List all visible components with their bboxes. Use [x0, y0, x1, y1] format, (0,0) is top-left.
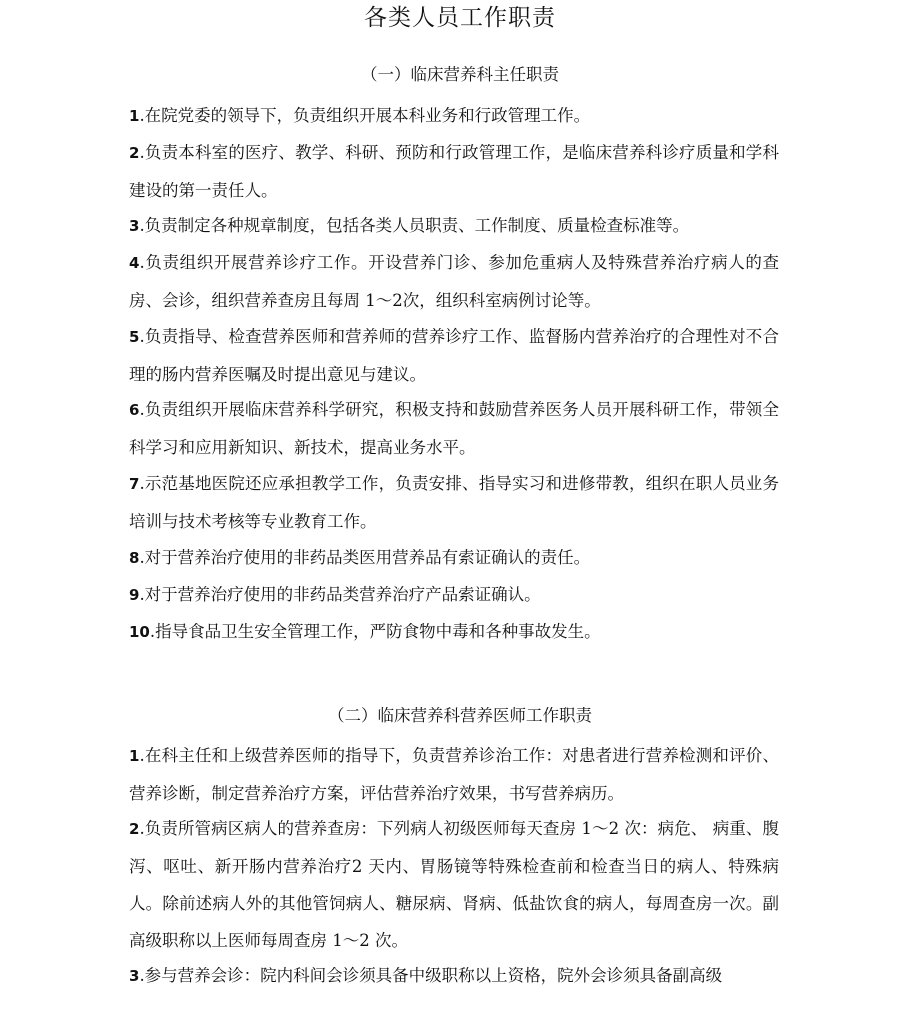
section-heading-2: （二）临床营养科营养医师工作职责: [328, 706, 592, 725]
list-item: 2.负责本科室的医疗、教学、科研、预防和行政管理工作，是临床营养科诊疗质量和学科建设的第一责任人。: [129, 143, 779, 200]
section-heading-1: （一）临床营养科主任职责: [361, 65, 559, 84]
list-item: 3.负责制定各种规章制度，包括各类人员职责、工作制度、质量检查标准等。: [129, 216, 690, 235]
list-item: 4.负责组织开展营养诊疗工作。开设营养门诊、参加危重病人及特殊营养治疗病人的查房、会诊，组织营养查房且每周 1〜2次，组织科室病例讨论等。: [129, 253, 779, 310]
list-item: 1.在院党委的领导下，负责组织开展本科业务和行政管理工作。: [129, 106, 591, 125]
list-item: 2.负责所管病区病人的营养查房：下列病人初级医师每天查房 1〜2 次：病危、 病重、腹泻、呕吐、新开肠内营养治疗2 天内、胃肠镜等特殊检查前和检查当日的病人、特殊病人。除前述病人外的其他管饲病人、糖尿病、肾病、低盐饮食的病人，每周查房一次。副高级职称以上医师每周查房 1〜2 次。: [129, 819, 779, 950]
document-title: 各类人员工作职责: [364, 5, 556, 31]
list-item: 10.指导食品卫生安全管理工作，严防食物中毒和各种事故发生。: [129, 622, 601, 641]
list-item: 8.对于营养治疗使用的非药品类医用营养品有索证确认的责任。: [129, 548, 591, 567]
list-item: 3.参与营养会诊：院内科间会诊须具备中级职称以上资格，院外会诊须具备副高级: [129, 966, 723, 985]
list-item: 9.对于营养治疗使用的非药品类营养治疗产品索证确认。: [129, 585, 541, 604]
list-item: 6.负责组织开展临床营养科学研究，积极支持和鼓励营养医务人员开展科研工作，带领全科学习和应用新知识、新技术，提高业务水平。: [129, 400, 779, 457]
list-item: 5.负责指导、检查营养医师和营养师的营养诊疗工作、监督肠内营养治疗的合理性对不合理的肠内营养医嘱及时提出意见与建议。: [129, 327, 779, 384]
list-item: 7.示范基地医院还应承担教学工作，负责安排、指导实习和进修带教，组织在职人员业务培训与技术考核等专业教育工作。: [129, 474, 779, 531]
list-item: 1.在科主任和上级营养医师的指导下，负责营养诊治工作：对患者进行营养检测和评价、营养诊断，制定营养治疗方案，评估营养治疗效果，书写营养病历。: [129, 746, 779, 803]
